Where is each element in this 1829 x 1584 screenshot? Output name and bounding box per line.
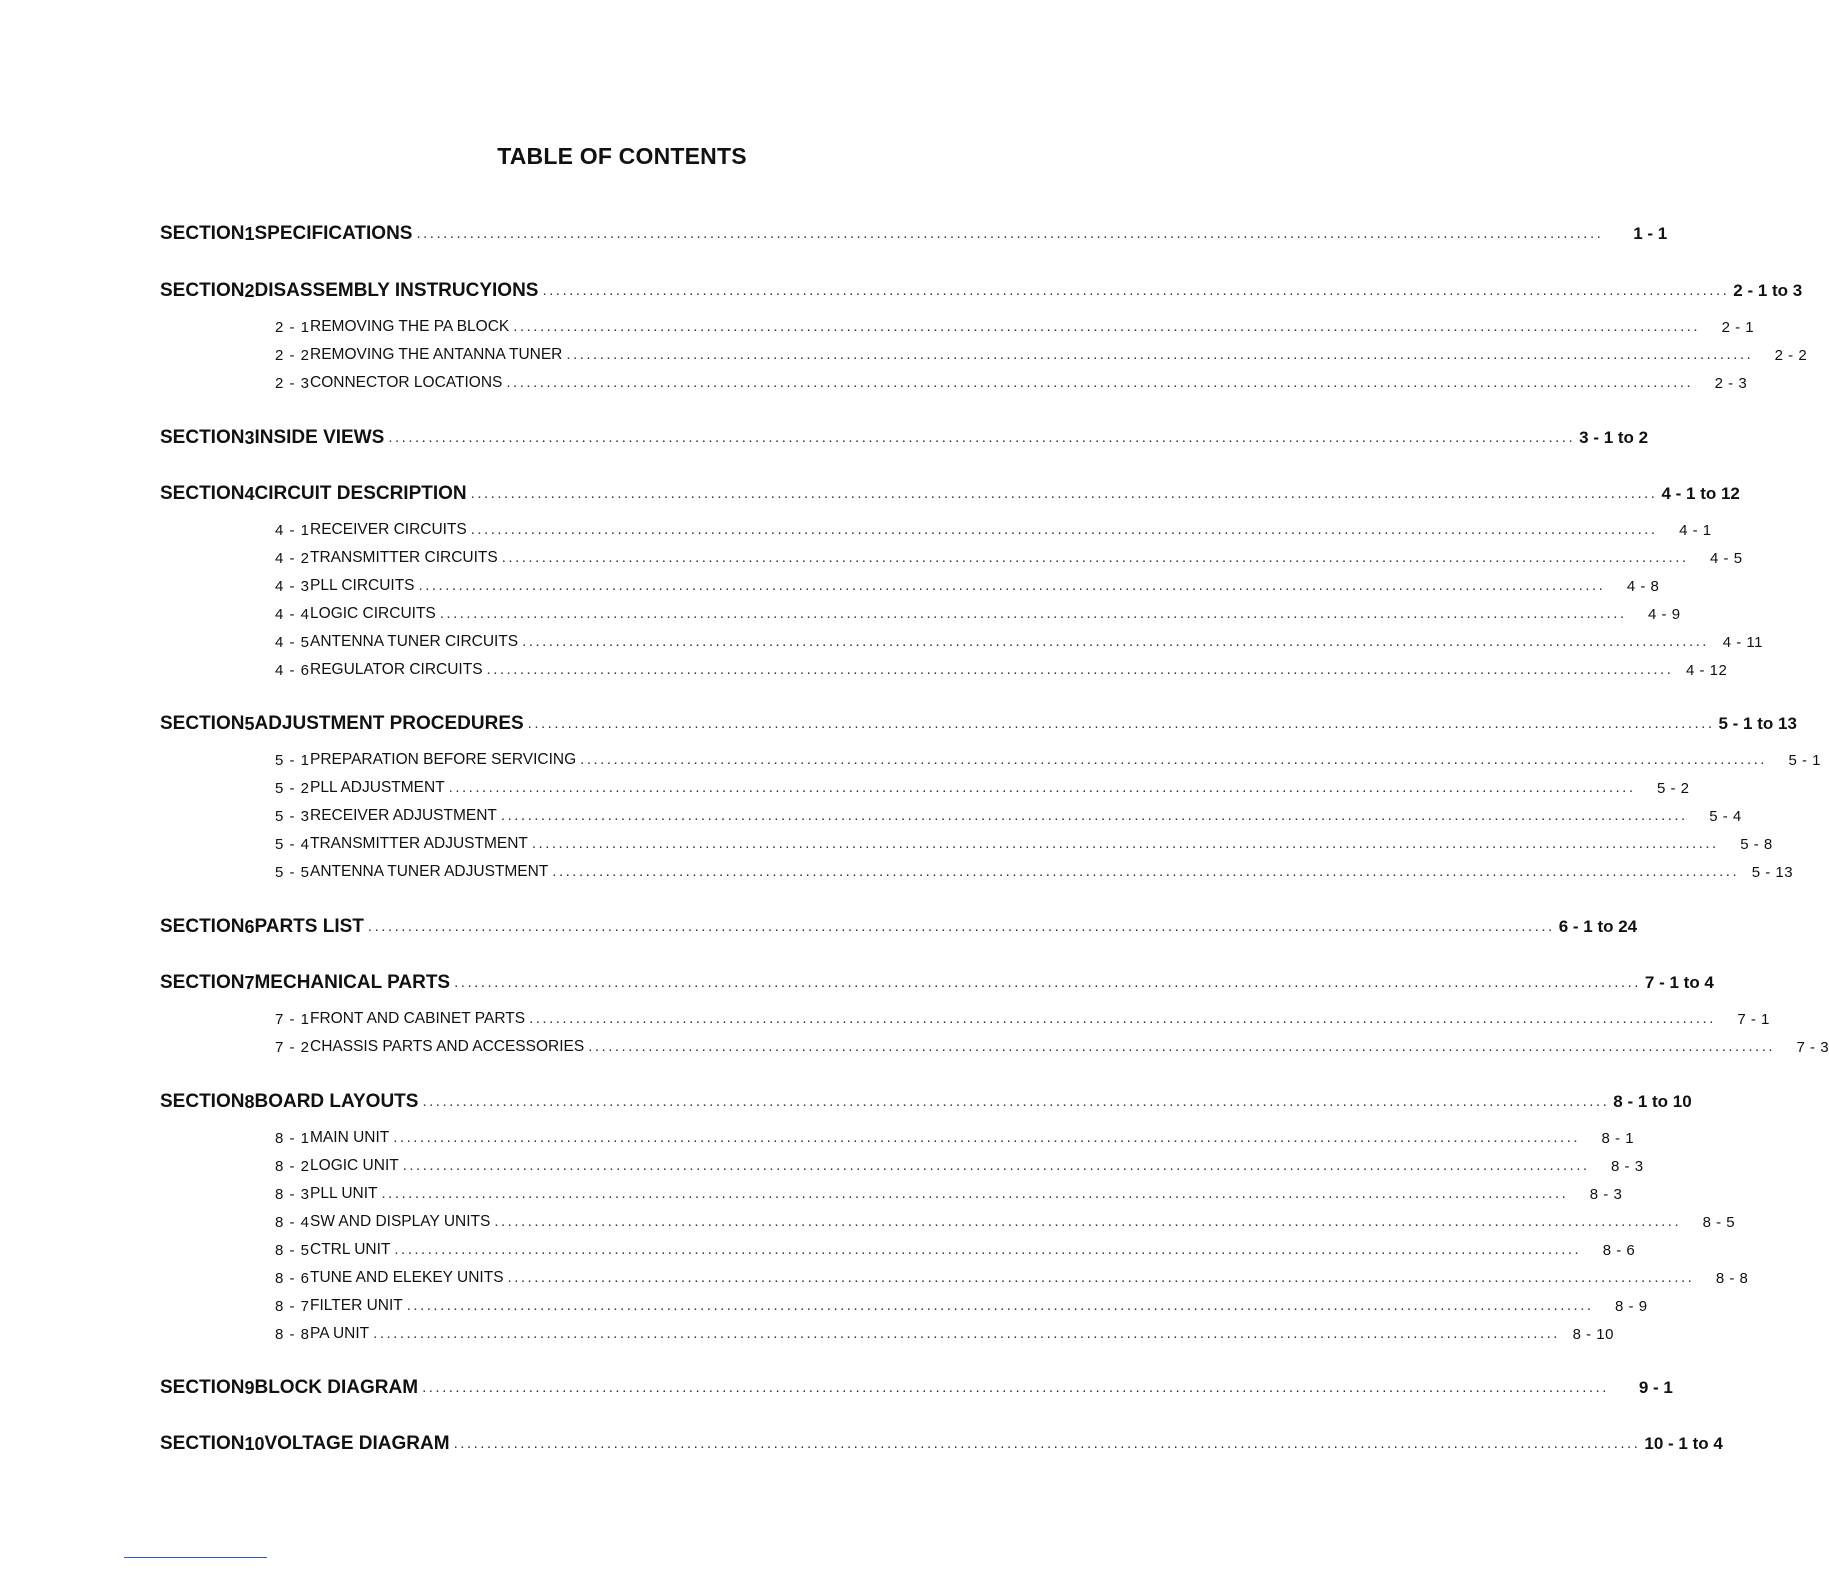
subsection-page: 5 - 8 [1740,835,1773,853]
toc-subsection-row[interactable] [160,571,1660,601]
subsection-number: 8 - 3 [275,1185,311,1203]
subsection-title: FRONT AND CABINET PARTS [310,1010,526,1027]
section-label: SECTION [160,427,245,448]
dot-leader: .................................................................................................................................................................................. [406,1296,1594,1314]
subsection-number: 8 - 2 [275,1157,311,1175]
section-title: MECHANICAL PARTS [254,972,451,993]
dot-leader: .................................................................................................................................................................................. [422,1092,1610,1110]
section-title: SPECIFICATIONS [254,223,413,244]
section-title: BOARD LAYOUTS [254,1091,419,1112]
subsection-page: 4 - 1 [1679,521,1712,539]
subsection-number: 8 - 4 [275,1213,311,1231]
section-number: 1 [244,223,255,244]
subsection-page: 2 - 3 [1714,374,1748,392]
toc-subsection-row[interactable] [160,1291,1648,1321]
section-label: SECTION [160,1433,245,1454]
subsection-number: 4 - 2 [275,549,311,567]
toc-subsection-row[interactable] [160,745,1821,775]
toc-subsection-row[interactable] [160,368,1748,398]
section-title: DISASSEMBLY INSTRUCYIONS [254,280,539,301]
subsection-title: FILTER UNIT [310,1297,403,1314]
subsection-title: LOGIC UNIT [310,1157,399,1174]
subsection-page: 8 - 9 [1615,1297,1648,1315]
subsection-title: PA UNIT [310,1325,370,1342]
subsection-title: LOGIC CIRCUITS [310,605,436,622]
dot-leader: .................................................................................................................................................................................. [580,750,1767,768]
dot-leader: .................................................................................................................................................................................. [486,660,1674,678]
dot-leader: .................................................................................................................................................................................. [529,1009,1716,1027]
subsection-number: 2 - 1 [275,318,311,336]
toc-subsection-row[interactable] [160,627,1763,657]
section-title: BLOCK DIAGRAM [254,1377,419,1398]
section-number: 4 [244,483,255,504]
dot-leader: .................................................................................................................................................................................. [448,778,1636,796]
section-label: SECTION [160,280,245,301]
dot-leader: .................................................................................................................................................................................. [373,1324,1560,1342]
subsection-number: 5 - 3 [275,807,311,825]
toc-section-row[interactable] [160,276,1803,306]
toc-subsection-row[interactable] [160,1123,1635,1153]
subsection-number: 5 - 5 [275,863,311,881]
section-number: 9 [244,1377,255,1398]
toc-section-row[interactable] [160,1373,1673,1403]
dot-leader: .................................................................................................................................................................................. [522,632,1709,650]
subsection-page: 4 - 11 [1722,633,1763,651]
subsection-page: 8 - 1 [1601,1129,1635,1147]
subsection-title: CTRL UNIT [310,1241,391,1258]
subsection-title: TRANSMITTER ADJUSTMENT [310,835,528,852]
toc-section-row[interactable] [160,912,1638,942]
section-page: 2 - 1 to 3 [1733,281,1803,300]
toc-subsection-row[interactable] [160,857,1794,887]
section-number: 3 [244,427,255,448]
section-page: 5 - 1 to 13 [1718,714,1797,733]
section-title: PARTS LIST [254,916,364,937]
dot-leader: .................................................................................................................................................................................. [552,862,1740,880]
subsection-title: TRANSMITTER CIRCUITS [310,549,498,566]
subsection-number: 4 - 1 [275,521,311,539]
section-title: INSIDE VIEWS [254,427,385,448]
subsection-page: 4 - 9 [1648,605,1681,623]
dot-leader: .................................................................................................................................................................................. [393,1128,1581,1146]
page-title: TABLE OF CONTENTS [497,143,747,169]
toc-subsection-row[interactable] [160,340,1808,370]
subsection-number: 8 - 5 [275,1241,311,1259]
subsection-page: 4 - 8 [1626,577,1660,595]
dot-leader: .................................................................................................................................................................................. [531,834,1719,852]
dot-leader: .................................................................................................................................................................................. [513,317,1701,335]
dot-leader: .................................................................................................................................................................................. [494,1212,1682,1230]
subsection-page: 8 - 10 [1572,1325,1614,1343]
subsection-title: PLL ADJUSTMENT [310,779,445,796]
subsection-title: PLL UNIT [310,1185,378,1202]
toc-subsection-row[interactable] [160,1263,1749,1293]
dot-leader: .................................................................................................................................................................................. [394,1240,1582,1258]
section-page: 4 - 1 to 12 [1661,484,1740,503]
toc-subsection-row[interactable] [160,1207,1736,1237]
dot-leader: .................................................................................................................................................................................. [470,520,1658,538]
subsection-number: 8 - 7 [275,1297,311,1315]
section-label: SECTION [160,223,245,244]
footer-rule [124,1557,267,1558]
dot-leader: .................................................................................................................................................................................. [527,714,1715,732]
section-page: 8 - 1 to 10 [1613,1092,1692,1111]
section-page: 7 - 1 to 4 [1644,973,1714,992]
subsection-number: 7 - 2 [275,1038,311,1056]
subsection-title: REGULATOR CIRCUITS [310,661,483,678]
dot-leader: .................................................................................................................................................................................. [418,576,1606,594]
subsection-page: 2 - 2 [1774,346,1808,364]
subsection-page: 5 - 4 [1709,807,1742,825]
toc-subsection-row[interactable] [160,1235,1636,1265]
toc-subsection-row[interactable] [160,1179,1623,1209]
dot-leader: .................................................................................................................................................................................. [422,1378,1609,1396]
subsection-number: 4 - 6 [275,661,311,679]
subsection-title: PREPARATION BEFORE SERVICING [310,751,577,768]
dot-leader: .................................................................................................................................................................................. [470,484,1658,502]
toc-subsection-row[interactable] [160,543,1743,573]
section-number: 2 [244,280,255,301]
subsection-title: SW AND DISPLAY UNITS [310,1213,491,1230]
subsection-number: 2 - 3 [275,374,311,392]
subsection-number: 5 - 1 [275,751,311,769]
subsection-title: MAIN UNIT [310,1129,390,1146]
section-title: CIRCUIT DESCRIPTION [254,483,467,504]
subsection-title: ANTENNA TUNER CIRCUITS [310,633,519,650]
subsection-title: RECEIVER ADJUSTMENT [310,807,497,824]
toc-subsection-row[interactable] [160,773,1690,803]
subsection-title: PLL CIRCUITS [310,577,415,594]
subsection-page: 8 - 3 [1611,1157,1644,1175]
dot-leader: .................................................................................................................................................................................. [367,917,1555,935]
section-title: VOLTAGE DIAGRAM [264,1433,450,1454]
section-title: ADJUSTMENT PROCEDURES [254,713,524,734]
toc-section-row[interactable] [160,709,1797,739]
dot-leader: .................................................................................................................................................................................. [453,1434,1641,1452]
subsection-page: 8 - 8 [1715,1269,1749,1287]
dot-leader: .................................................................................................................................................................................. [507,1268,1695,1286]
subsection-page: 7 - 1 [1737,1010,1770,1028]
section-page: 6 - 1 to 24 [1558,917,1638,936]
toc-subsection-row[interactable] [160,599,1681,629]
subsection-number: 7 - 1 [275,1010,311,1028]
toc-subsection-row[interactable] [160,1032,1829,1062]
section-label: SECTION [160,483,245,504]
dot-leader: .................................................................................................................................................................................. [501,548,1689,566]
subsection-number: 4 - 5 [275,633,311,651]
section-number: 6 [244,916,255,937]
toc-subsection-row[interactable] [160,515,1712,545]
section-page: 3 - 1 to 2 [1579,428,1649,447]
dot-leader: .................................................................................................................................................................................. [454,973,1641,991]
subsection-title: CONNECTOR LOCATIONS [310,374,503,391]
subsection-number: 5 - 4 [275,835,311,853]
subsection-number: 4 - 3 [275,577,311,595]
dot-leader: .................................................................................................................................................................................. [388,428,1576,446]
dot-leader: .................................................................................................................................................................................. [439,604,1627,622]
section-number: 7 [244,972,255,993]
subsection-title: CHASSIS PARTS AND ACCESSORIES [310,1038,585,1055]
section-label: SECTION [160,916,245,937]
subsection-page: 7 - 3 [1796,1038,1829,1056]
toc-section-row[interactable] [160,1087,1692,1117]
toc-subsection-row[interactable] [160,1151,1644,1181]
section-page: 9 - 1 [1638,1378,1673,1397]
subsection-title: REMOVING THE ANTANNA TUNER [310,346,563,363]
toc-section-row[interactable] [160,423,1649,453]
toc-section-row[interactable] [160,968,1714,998]
subsection-page: 8 - 5 [1702,1213,1736,1231]
subsection-title: RECEIVER CIRCUITS [310,521,467,538]
subsection-number: 2 - 2 [275,346,311,364]
subsection-page: 8 - 6 [1602,1241,1636,1259]
dot-leader: .................................................................................................................................................................................. [566,345,1754,363]
subsection-number: 8 - 6 [275,1269,311,1287]
toc-subsection-row[interactable] [160,829,1773,859]
toc-subsection-row[interactable] [160,655,1728,685]
dot-leader: .................................................................................................................................................................................. [506,373,1694,391]
subsection-page: 5 - 13 [1751,863,1794,881]
subsection-title: TUNE AND ELEKEY UNITS [310,1269,504,1286]
subsection-page: 5 - 1 [1788,751,1821,769]
dot-leader: .................................................................................................................................................................................. [588,1037,1776,1055]
subsection-number: 8 - 1 [275,1129,311,1147]
section-number: 8 [244,1091,255,1112]
toc-section-row[interactable] [160,1429,1723,1459]
dot-leader: .................................................................................................................................................................................. [542,281,1730,299]
dot-leader: .................................................................................................................................................................................. [416,224,1604,242]
toc-subsection-row[interactable] [160,312,1755,342]
subsection-title: REMOVING THE PA BLOCK [310,318,510,335]
section-page: 1 - 1 [1633,224,1668,243]
section-label: SECTION [160,972,245,993]
toc-subsection-row[interactable] [160,1004,1770,1034]
subsection-number: 8 - 8 [275,1325,311,1343]
subsection-page: 4 - 5 [1710,549,1743,567]
section-page: 10 - 1 to 4 [1644,1434,1723,1453]
section-label: SECTION [160,1377,245,1398]
dot-leader: .................................................................................................................................................................................. [500,806,1688,824]
subsection-page: 5 - 2 [1656,779,1690,797]
subsection-page: 2 - 1 [1721,318,1755,336]
subsection-number: 4 - 4 [275,605,311,623]
subsection-title: ANTENNA TUNER ADJUSTMENT [310,863,549,880]
section-label: SECTION [160,713,245,734]
section-label: SECTION [160,1091,245,1112]
dot-leader: .................................................................................................................................................................................. [402,1156,1590,1174]
section-number: 5 [244,713,255,734]
subsection-page: 8 - 3 [1589,1185,1623,1203]
subsection-number: 5 - 2 [275,779,311,797]
subsection-page: 4 - 12 [1686,661,1728,679]
toc-subsection-row[interactable] [160,801,1742,831]
section-number: 10 [244,1433,265,1454]
toc-section-row[interactable] [160,219,1668,249]
toc-subsection-row[interactable] [160,1319,1614,1349]
toc-section-row[interactable] [160,479,1740,509]
dot-leader: .................................................................................................................................................................................. [381,1184,1569,1202]
